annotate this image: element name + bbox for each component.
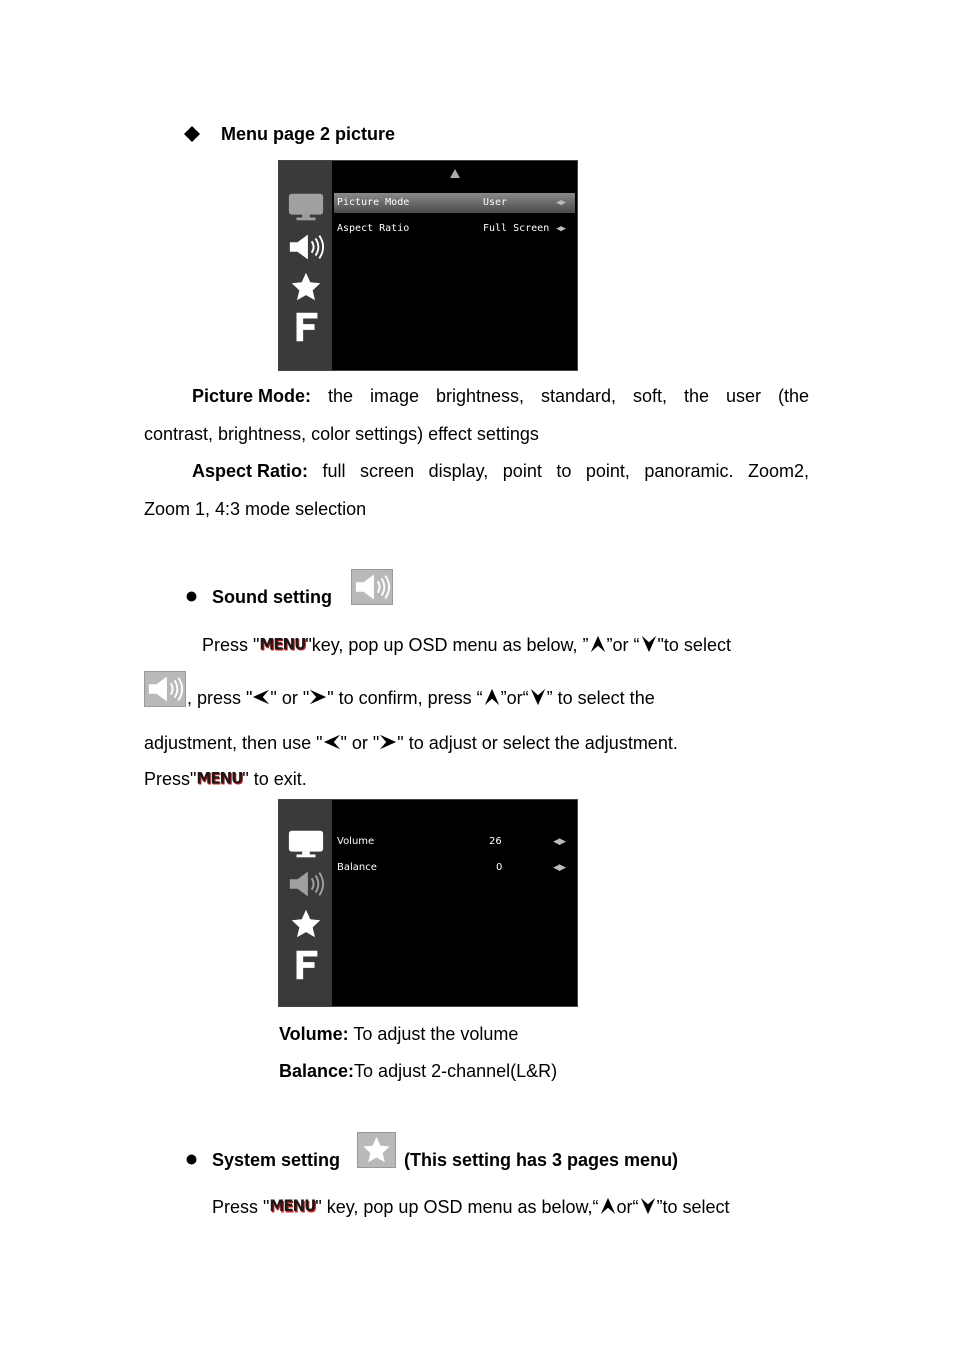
volume-description: Volume: To adjust the volume: [279, 1024, 519, 1044]
up-arrow-icon: [483, 688, 501, 706]
star-icon: [287, 908, 325, 940]
osd-row-balance: Balance 0 ◀▶: [334, 858, 575, 878]
left-right-arrows-icon: ◀▶: [556, 198, 565, 208]
osd-row-volume: Volume 26 ◀▶: [334, 832, 575, 852]
balance-description: Balance:To adjust 2-channel(L&R): [279, 1061, 558, 1081]
down-arrow-icon: [529, 688, 547, 706]
left-right-arrows-icon: ◀▶: [556, 224, 565, 234]
scroll-up-icon: [450, 169, 460, 178]
sound-instructions-line-3: adjustment, then use " " or " " to adjust or select the adjustment.: [144, 733, 678, 753]
left-right-arrows-icon: ◀▶: [553, 837, 565, 847]
left-arrow-icon: [252, 688, 270, 706]
osd-screen-picture: [278, 160, 578, 371]
paragraph-aspect-ratio: Aspect Ratio: full screen display, point to point, panoramic. Zoom2,: [192, 461, 809, 481]
sound-instructions-line-4: Press"MENU" to exit.: [144, 767, 307, 790]
sound-setting-icon: [351, 569, 393, 605]
down-arrow-icon: [639, 1197, 657, 1215]
paragraph-picture-mode-cont: contrast, brightness, color settings) effect settings: [144, 424, 539, 444]
f-letter-icon: [287, 311, 325, 343]
osd-row-picture-mode: Picture Mode User ◀▶: [334, 193, 575, 213]
diamond-bullet-icon: [184, 126, 200, 142]
section-heading-picture: Menu page 2 picture: [221, 124, 396, 144]
star-icon: [287, 271, 325, 303]
monitor-icon: [287, 191, 325, 223]
up-arrow-icon: [599, 1197, 617, 1215]
sound-instructions-line-1: Press "MENU"key, pop up OSD menu as below, ” ”or “ "to select: [144, 633, 809, 656]
speaker-icon: [287, 868, 325, 900]
up-arrow-icon: [589, 635, 607, 653]
osd-screen-sound: [278, 799, 578, 1007]
right-arrow-icon: [309, 688, 327, 706]
section-heading-system: System setting: [212, 1150, 341, 1170]
sound-instructions-line-2: , press " " or " " to confirm, press “ ”or“ ” to select the: [187, 688, 655, 708]
system-setting-icon: [357, 1132, 396, 1168]
monitor-icon: [287, 828, 325, 860]
osd-row-aspect-ratio: Aspect Ratio Full Screen ◀▶: [334, 219, 575, 239]
sound-setting-icon: [144, 671, 186, 707]
menu-key-icon: MENU: [259, 634, 306, 654]
section-heading-sound: Sound setting: [212, 587, 332, 607]
down-arrow-icon: [640, 635, 658, 653]
left-right-arrows-icon: ◀▶: [553, 863, 565, 873]
menu-key-icon: MENU: [196, 768, 243, 788]
speaker-icon: [287, 231, 325, 263]
round-bullet-icon: [186, 591, 197, 602]
right-arrow-icon: [379, 733, 397, 751]
menu-key-icon: MENU: [269, 1196, 316, 1216]
paragraph-aspect-ratio-cont: Zoom 1, 4:3 mode selection: [144, 499, 367, 519]
system-setting-note: (This setting has 3 pages menu): [404, 1150, 679, 1170]
round-bullet-icon: [186, 1154, 197, 1165]
f-letter-icon: [287, 949, 325, 981]
left-arrow-icon: [323, 733, 341, 751]
system-instructions-line-1: Press "MENU" key, pop up OSD menu as below,“ or“ ”to select: [144, 1195, 809, 1218]
paragraph-picture-mode: Picture Mode: the image brightness, standard, soft, the user (the: [192, 386, 809, 406]
